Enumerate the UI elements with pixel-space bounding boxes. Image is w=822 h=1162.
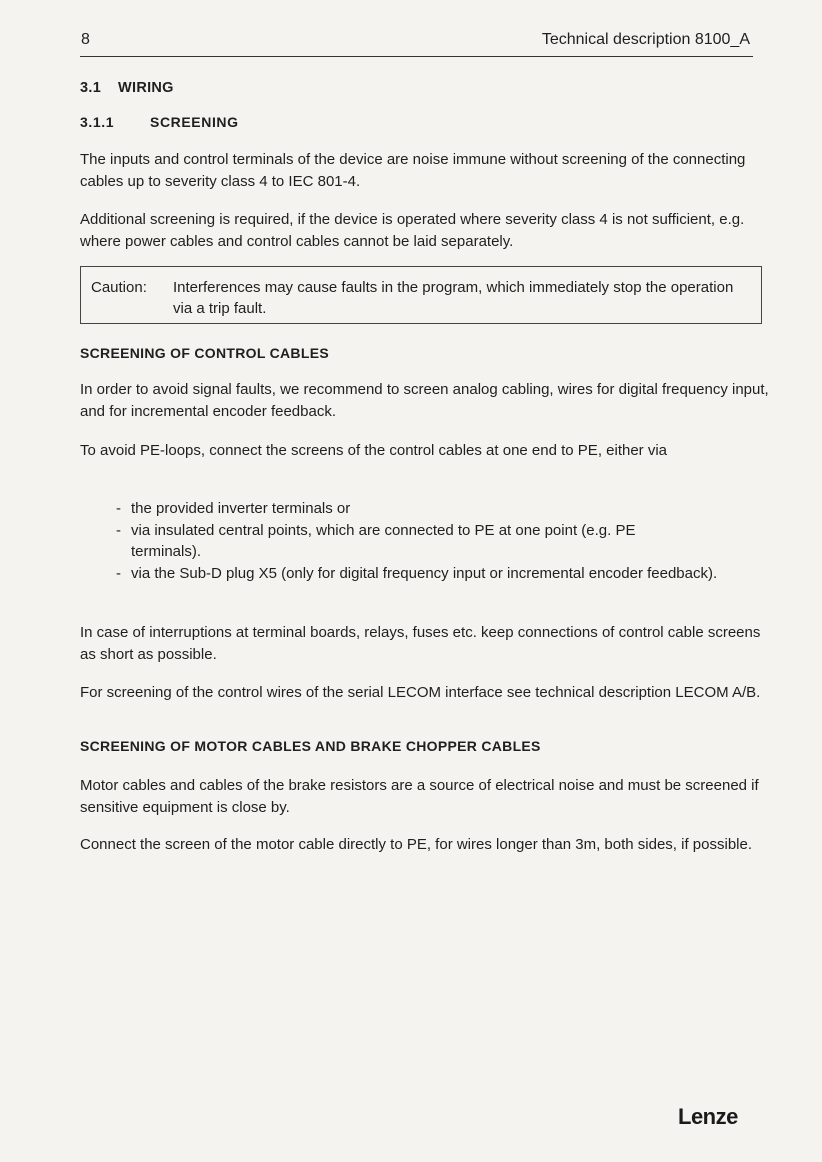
paragraph-additional-screening: Additional screening is required, if the device is operated where severity class 4 is not sufficient, e.g. where power cables and control cables cannot be laid separately. (80, 211, 745, 250)
screen-connection-list (80, 498, 770, 584)
list-marker: - (116, 564, 121, 582)
heading-control-cables: SCREENING OF CONTROL CABLES (80, 345, 329, 361)
paragraph-noise-immunity: The inputs and control terminals of the device are noise immune without screening of the connecting cables up to severity class 4 to IEC 801-4. (80, 151, 746, 190)
section-heading (80, 80, 174, 96)
paragraph-lecom: For screening of the control wires of the serial LECOM interface see technical description LECOM A/B. (80, 684, 761, 701)
lenze-logo: Lenze (678, 1104, 738, 1129)
paragraph-signal-faults: In order to avoid signal faults, we recommend to screen analog cabling, wires for digital frequency input, and for incremental encoder feedback. (80, 381, 769, 420)
heading-motor-cables: SCREENING OF MOTOR CABLES AND BRAKE CHOPPER CABLES (80, 738, 541, 754)
section-title: WIRING (118, 80, 174, 96)
page-number: 8 (81, 31, 90, 48)
caution-box (80, 266, 762, 324)
list-item: - via insulated central points, which are connected to PE at one point (e.g. PE terminals). (116, 521, 636, 560)
page-header (80, 28, 753, 57)
list-marker: - (116, 521, 121, 539)
section-number: 3.1 (80, 80, 102, 96)
list-item: - the provided inverter terminals or (80, 498, 770, 520)
caution-label: Caution: (91, 279, 147, 296)
subsection-number: 3.1.1 (80, 114, 115, 130)
paragraph-electrical-noise: Motor cables and cables of the brake resistors are a source of electrical noise and must be screened if sensitive equipment is close by. (80, 777, 759, 816)
paragraph-interruptions: In case of interruptions at terminal boards, relays, fuses etc. keep connections of control cable screens as short as possible. (80, 624, 761, 663)
paragraph-motor-screen: Connect the screen of the motor cable directly to PE, for wires longer than 3m, both sides, if possible. (80, 836, 753, 853)
document-title: Technical description 8100_A (541, 31, 750, 48)
caution-text: Interferences may cause faults in the program, which immediately stop the operation via a trip fault. (173, 279, 734, 317)
subsection-title: SCREENING (150, 114, 239, 130)
list-item: - via the Sub-D plug X5 (only for digital frequency input or incremental encoder feedback). (80, 563, 770, 585)
subsection-heading (80, 114, 239, 130)
list-marker: - (116, 500, 121, 517)
paragraph-pe-loops: To avoid PE-loops, connect the screens of the control cables at one end to PE, either via (80, 442, 668, 459)
